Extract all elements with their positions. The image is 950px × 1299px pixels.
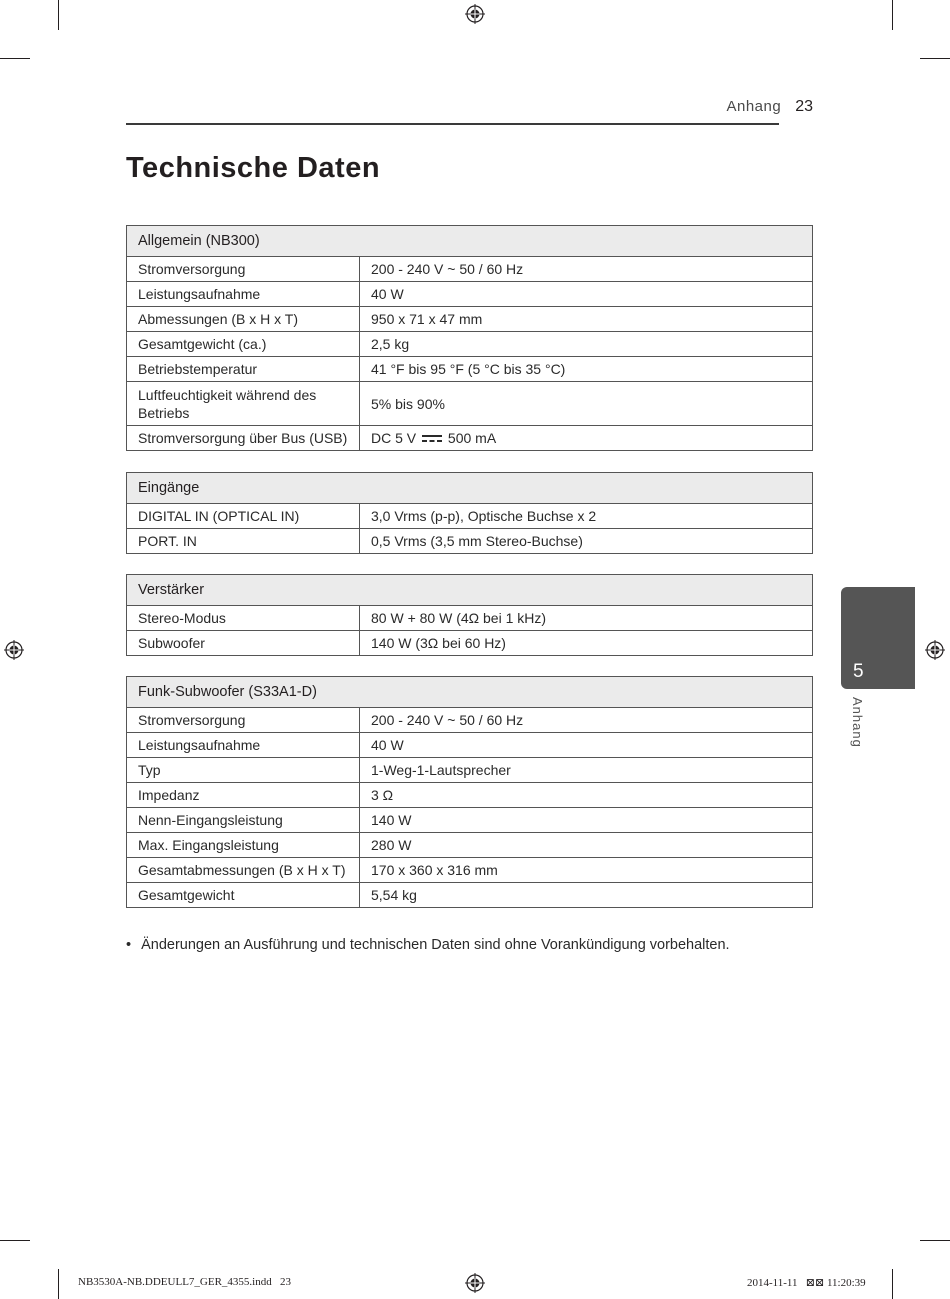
table-row (127, 282, 813, 307)
table-row (127, 332, 813, 357)
crop-mark (920, 58, 950, 59)
footnote (126, 937, 730, 953)
table-row (127, 529, 813, 554)
spec-value: 140 W (3Ω bei 60 Hz) (360, 631, 813, 656)
header-rule (126, 123, 779, 125)
crop-mark (58, 0, 59, 30)
spec-value: 1-Weg-1-Lautsprecher (360, 758, 813, 783)
spec-label: Subwoofer (127, 631, 360, 656)
spec-value: 200 - 240 V ~ 50 / 60 Hz (360, 708, 813, 733)
table-row (127, 733, 813, 758)
table-heading: Verstärker (127, 575, 813, 606)
spec-label: Leistungsaufnahme (127, 282, 360, 307)
spec-label: Gesamtgewicht (ca.) (127, 332, 360, 357)
spec-value: 140 W (360, 808, 813, 833)
crop-mark (0, 1240, 30, 1241)
table-row (127, 382, 813, 426)
table-row (127, 858, 813, 883)
table-header-row (127, 677, 813, 708)
table-row (127, 257, 813, 282)
spec-value: 3,0 Vrms (p-p), Optische Buchse x 2 (360, 504, 813, 529)
table-header-row (127, 575, 813, 606)
table-header-row (127, 473, 813, 504)
footer-timestamp: 2014-11-11 ⊠⊠ 11:20:39 (747, 1277, 866, 1289)
spec-value: 3 Ω (360, 783, 813, 808)
spec-value (360, 426, 813, 451)
footer-file-info: NB3530A-NB.DDEULL7_GER_4355.indd 23 (78, 1276, 291, 1288)
spec-label: Betriebstemperatur (127, 357, 360, 382)
spec-table-subwoofer (126, 676, 813, 908)
spec-label: DIGITAL IN (OPTICAL IN) (127, 504, 360, 529)
chapter-label: Anhang (850, 697, 865, 748)
spec-value: 200 - 240 V ~ 50 / 60 Hz (360, 257, 813, 282)
table-heading: Eingänge (127, 473, 813, 504)
registration-mark-icon (925, 640, 945, 660)
spec-label: Impedanz (127, 783, 360, 808)
spec-value: 5% bis 90% (360, 382, 813, 426)
registration-mark-icon (465, 4, 485, 24)
spec-value: 170 x 360 x 316 mm (360, 858, 813, 883)
crop-mark (0, 58, 30, 59)
table-row (127, 307, 813, 332)
chapter-tab (841, 587, 915, 689)
page-number: 23 (795, 98, 813, 115)
spec-label: Nenn-Eingangsleistung (127, 808, 360, 833)
spec-label: Typ (127, 758, 360, 783)
table-row (127, 631, 813, 656)
crop-mark (892, 0, 893, 30)
spec-label: Stereo-Modus (127, 606, 360, 631)
bullet-icon: • (126, 937, 132, 953)
spec-value-current: 500 mA (447, 430, 497, 446)
page-title: Technische Daten (126, 152, 381, 184)
spec-value: 40 W (360, 282, 813, 307)
spec-table-inputs (126, 472, 813, 554)
table-row (127, 833, 813, 858)
chapter-number: 5 (853, 661, 864, 682)
table-row (127, 606, 813, 631)
spec-label: Abmessungen (B x H x T) (127, 307, 360, 332)
table-row (127, 783, 813, 808)
table-row (127, 426, 813, 451)
spec-label: Leistungsaufnahme (127, 733, 360, 758)
spec-value: 40 W (360, 733, 813, 758)
spec-value: 2,5 kg (360, 332, 813, 357)
direct-current-icon (422, 435, 442, 443)
spec-label: Stromversorgung (127, 257, 360, 282)
spec-table-general (126, 225, 813, 451)
table-row (127, 708, 813, 733)
spec-value: 5,54 kg (360, 883, 813, 908)
spec-value: 80 W + 80 W (4Ω bei 1 kHz) (360, 606, 813, 631)
spec-label: Max. Eingangsleistung (127, 833, 360, 858)
registration-mark-icon (4, 640, 24, 660)
running-head (726, 98, 813, 116)
table-heading: Funk-Subwoofer (S33A1-D) (127, 677, 813, 708)
table-row (127, 758, 813, 783)
running-head-section: Anhang (726, 98, 782, 115)
spec-value: 280 W (360, 833, 813, 858)
table-row (127, 808, 813, 833)
spec-value-voltage: DC 5 V (371, 430, 417, 446)
table-row (127, 883, 813, 908)
registration-mark-icon (465, 1273, 485, 1293)
spec-value: 0,5 Vrms (3,5 mm Stereo-Buchse) (360, 529, 813, 554)
crop-mark (920, 1240, 950, 1241)
spec-value: 950 x 71 x 47 mm (360, 307, 813, 332)
crop-mark (892, 1269, 893, 1299)
spec-value: 41 °F bis 95 °F (5 °C bis 35 °C) (360, 357, 813, 382)
crop-mark (58, 1269, 59, 1299)
table-row (127, 357, 813, 382)
table-row (127, 504, 813, 529)
spec-table-amplifier (126, 574, 813, 656)
table-heading: Allgemein (NB300) (127, 226, 813, 257)
spec-label: Gesamtabmessungen (B x H x T) (127, 858, 360, 883)
spec-label: Luftfeuchtigkeit während des Betriebs (127, 382, 360, 426)
spec-label: Stromversorgung über Bus (USB) (127, 426, 360, 451)
spec-label: Gesamtgewicht (127, 883, 360, 908)
footnote-text: Änderungen an Ausführung und technischen Daten sind ohne Vorankündigung vorbehalten. (141, 937, 730, 953)
spec-label: PORT. IN (127, 529, 360, 554)
table-header-row (127, 226, 813, 257)
spec-label: Stromversorgung (127, 708, 360, 733)
